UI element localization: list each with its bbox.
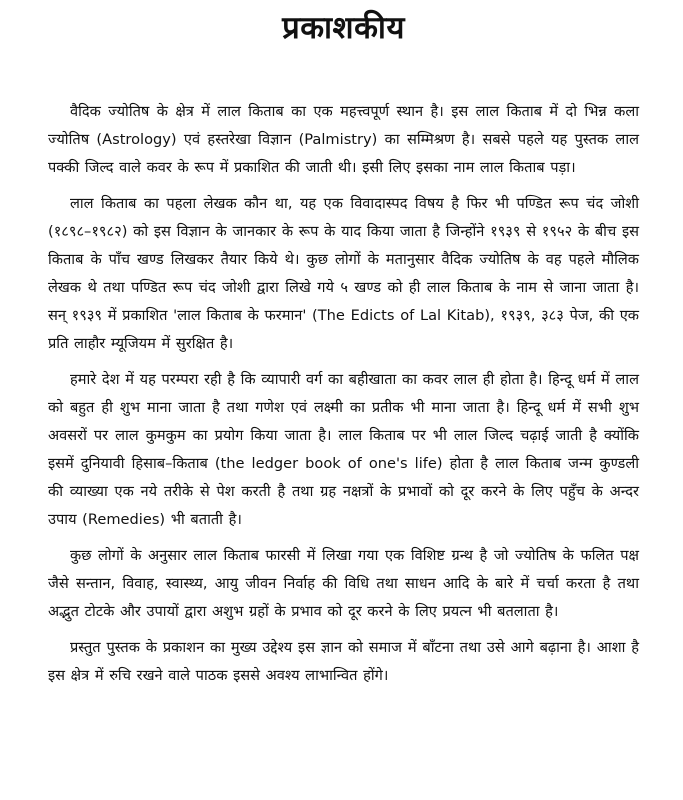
- paragraph-purpose: प्रस्तुत पुस्तक के प्रकाशन का मुख्य उद्देश्य इस ज्ञान को समाज में बाँटना तथा उसे आगे बढ़ाना है। आशा है इस क्षेत्र में रुचि रखने वाले पाठक इससे अवश्य लाभान्वित होंगे।: [48, 639, 639, 684]
- paragraph-persian-origin: कुछ लोगों के अनुसार लाल किताब फारसी में लिखा गया एक विशिष्ट ग्रन्थ है जो ज्योतिष के फलित पक्ष जैसे सन्तान, विवाह, स्वास्थ्य, आयु जीवन निर्वाह की विधि तथा साधन आदि के बारे में चर्चा करता है तथा अद्भुत टोटके और उपायों द्वारा अशुभ ग्रहों के प्रभाव को दूर करने के लिए प्रयत्न भी बतलाता है।: [48, 547, 639, 620]
- paragraph-intro: वैदिक ज्योतिष के क्षेत्र में लाल किताब का एक महत्त्वपूर्ण स्थान है। इस लाल किताब में दो भिन्न कला ज्योतिष (Astrology) एवं हस्तरेखा विज्ञान (Palmistry) का सम्मिश्रण है। सबसे पहले यह पुस्तक लाल पक्की जिल्द वाले कवर के रूप में प्रकाशित की जाती थी। इसी लिए इसका नाम लाल किताब पड़ा।: [48, 103, 639, 176]
- paragraph-tradition: हमारे देश में यह परम्परा रही है कि व्यापारी वर्ग का बहीखाता का कवर लाल ही होता है। हिन्दू धर्म में लाल को बहुत ही शुभ माना जाता है तथा गणेश एवं लक्ष्मी का प्रतीक भी माना जाता है। हिन्दू धर्म में सभी शुभ अवसरों पर लाल कुमकुम का प्रयोग किया जाता है। लाल किताब पर भी लाल जिल्द चढ़ाई जाती है क्योंकि इसमें दुनियावी हिसाब–किताब (the ledger book of one's life) होता है लाल किताब जन्म कुण्डली की व्याख्या एक नये तरीके से पेश करती है तथा ग्रह नक्षत्रों के प्रभावों को दूर करने के लिए पहुँच के अन्दर उपाय (Remedies) भी बताती है।: [48, 371, 639, 528]
- paragraph-author: लाल किताब का पहला लेखक कौन था, यह एक विवादास्पद विषय है फिर भी पण्डित रूप चंद जोशी (१८९८–१९८२) को इस विज्ञान के जानकार के रूप के याद किया जाता है जिन्होंने १९३९ से १९५२ के बीच इस किताब के पाँच खण्ड लिखकर तैयार किये थे। कुछ लोगों के मतानुसार वैदिक ज्योतिष के वह पहले मौलिक लेखक थे तथा पण्डित रूप चंद जोशी द्वारा लिखे गये ५ खण्ड को ही लाल किताब के नाम से जाना जाता है। सन् १९३९ में प्रकाशित 'लाल किताब के फरमान' (The Edicts of Lal Kitab), १९३९, ३८३ पेज, की एक प्रति लाहौर म्यूजियम में सुरक्षित है।: [48, 195, 639, 352]
- page-title: प्रकाशकीय: [282, 10, 405, 46]
